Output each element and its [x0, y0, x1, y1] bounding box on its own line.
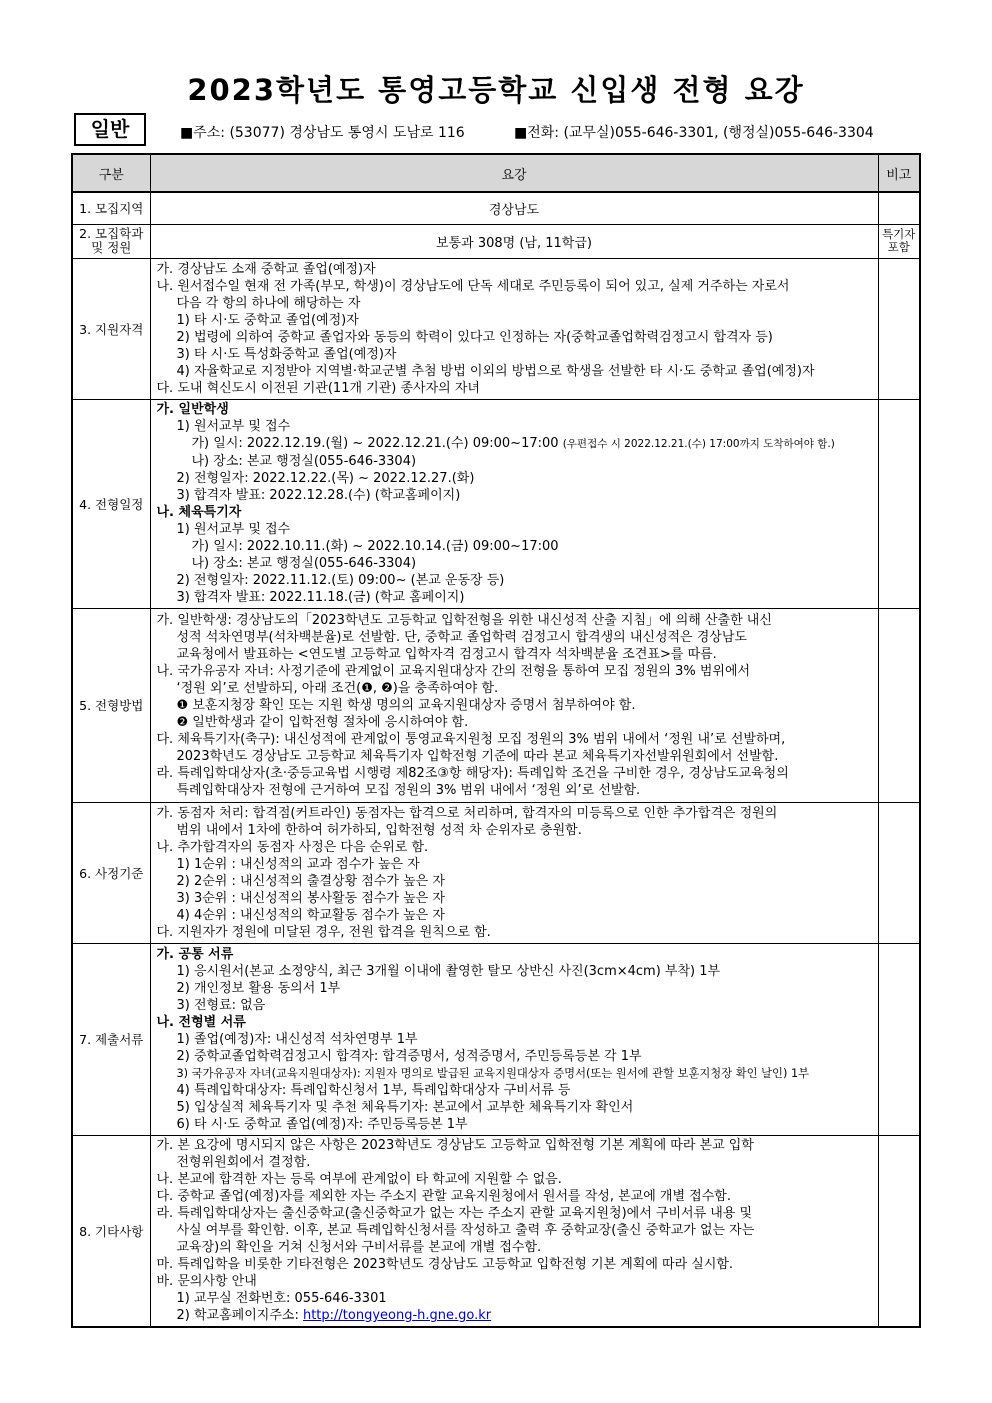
text-line: 2) 전형일자: 2022.11.12.(토) 09:00~ (본교 운동장 등): [176, 573, 505, 588]
row-label: 6. 사정기준: [72, 802, 150, 943]
category-tag: 일반: [74, 113, 146, 146]
text-line: 나. 원서접수일 현재 전 가족(부모, 학생)이 경상남도에 단독 세대로 주민등록이 되어 있고, 실제 거주하는 자로서: [156, 278, 790, 294]
table-row: [72, 943, 920, 1135]
text-line: 범위 내에서 1차에 한하여 허가하되, 입학전형 성적 차 순위자로 충원함.: [176, 822, 582, 838]
text-line: 다. 지원자가 정원에 미달된 경우, 전원 합격을 원칙으로 함.: [156, 924, 491, 940]
text-line: ❶ 보훈지청장 확인 또는 지원 학생 명의의 교육지원대상자 증명서 첨부하여야 함.: [176, 697, 636, 713]
row-note: [878, 192, 920, 224]
text-line: 라. 특례입학대상자는 출신중학교(출신중학교가 없는 자는 주소지 관할 교육지원청)에서 구비서류 내용 및: [156, 1206, 753, 1222]
header-note: 비고: [878, 154, 920, 192]
row-content: [150, 943, 878, 1135]
section-heading: 나. 전형별 서류: [156, 1014, 246, 1030]
row-note: [878, 608, 920, 802]
text-line: 3) 합격자 발표: 2022.11.18.(금) (학교 홈페이지): [176, 590, 465, 605]
text-line: 1) 원서교부 및 접수: [176, 522, 291, 537]
school-address: ■주소: (53077) 경상남도 통영시 도남로 116: [180, 125, 465, 141]
text-line: 라. 특례입학대상자(초·중등교육법 시행령 제82조③항 해당자): 특례입학 조건을 구비한 경우, 경상남도교육청의: [156, 765, 789, 781]
mail-note: (우편접수 시 2022.12.21.(수) 17:00까지 도착하여야 함.): [562, 438, 835, 450]
row-label: [72, 224, 150, 258]
header-summary: 요강: [150, 154, 878, 192]
text-line: 3) 국가유공자 자녀(교육지원대상자): 지원자 명의로 발급된 교육지원대상자 증명서(또는 원서에 관할 보훈지청장 확인 날인) 1부: [176, 1066, 810, 1080]
text-line: 가. 일반학생: 경상남도의「2023학년도 고등학교 입학전형을 위한 내신성적 산출 지침」에 의해 산출한 내신: [156, 612, 772, 628]
text-line: 전형위원회에서 결정함.: [176, 1155, 311, 1171]
text-line: 4) 자율학교로 지정받아 지역별·학교군별 추첨 방법 이외의 방법으로 학생을 선발한 타 시·도 중학교 졸업(예정)자: [176, 363, 815, 379]
row-content: [150, 608, 878, 802]
row-note: [878, 943, 920, 1135]
text-line: 4) 4순위 : 내신성적의 학교활동 점수가 높은 자: [176, 907, 445, 923]
text-line: 3) 합격자 발표: 2022.12.28.(수) (학교홈페이지): [176, 488, 461, 503]
row-content: 경상남도: [150, 192, 878, 224]
text-line: 2) 2순위 : 내신성적의 출결상황 점수가 높은 자: [176, 873, 445, 889]
school-phone: ■전화: (교무실)055-646-3301, (행정실)055-646-3304: [514, 125, 874, 141]
row-label-line: 2. 모집학과: [79, 226, 144, 241]
text-line: 가. 경상남도 소재 중학교 졸업(예정)자: [156, 261, 376, 277]
table-row: [72, 224, 920, 258]
text-line: 3) 전형료: 없음: [176, 997, 266, 1013]
text-line: 1) 응시원서(본교 소정양식, 최근 3개월 이내에 촬영한 탈모 상반신 사진(3cm×4cm) 부착) 1부: [176, 963, 721, 979]
text-line: ❷ 일반학생과 같이 입학전형 절차에 응시하여야 함.: [176, 714, 469, 730]
text-line: 가. 본 요강에 명시되지 않은 사항은 2023학년도 경상남도 고등학교 입학전형 기본 계획에 따라 본교 입학: [156, 1138, 754, 1154]
row-note: [878, 399, 920, 608]
text-line: 나) 장소: 본교 행정실(055-646-3304): [191, 454, 417, 469]
text-line: 다. 중학교 졸업(예정)자를 제외한 자는 주소지 관할 교육지원청에서 원서를 작성, 본교에 개별 접수함.: [156, 1189, 731, 1205]
row-label: 7. 제출서류: [72, 943, 150, 1135]
text-line: 다음 각 항의 하나에 해당하는 자: [176, 295, 361, 311]
row-label: 8. 기타사항: [72, 1135, 150, 1327]
row-label: 5. 전형방법: [72, 608, 150, 802]
table-row: [72, 258, 920, 399]
text-line: 성적 석차연명부(석차백분율)로 선발함. 단, 중학교 졸업학력 검정고시 합격생의 내신성적은 경상남도: [176, 629, 747, 645]
schedule-date: 가) 일시: 2022.12.19.(월) ~ 2022.12.21.(수) 09:00~17:00: [191, 436, 559, 451]
table-row: [72, 192, 920, 224]
text-line: 특례입학대상자 전형에 근거하여 모집 정원의 3% 범위 내에서 ‘정원 외’로 선발함.: [176, 782, 641, 798]
row-note: [878, 224, 920, 258]
text-line: 2) 법령에 의하여 중학교 졸업자와 동등의 학력이 있다고 인정하는 자(중학교졸업학력검정고시 합격자 등): [176, 329, 773, 345]
text-line: 1) 교무실 전화번호: 055-646-3301: [176, 1291, 387, 1307]
row-label: 4. 전형일정: [72, 399, 150, 608]
row-note: [878, 802, 920, 943]
row-note: [878, 258, 920, 399]
homepage-link[interactable]: http://tongyeong-h.gne.go.kr: [302, 1308, 492, 1324]
section-heading: 가. 공통 서류: [156, 946, 234, 962]
text-line: 교육청에서 발표하는 <연도별 고등학교 입학자격 검정고시 합격자 석차백분율 조견표>를 따름.: [176, 646, 717, 662]
admission-table: [71, 153, 921, 1328]
page-title: 2023학년도 통영고등학교 신입생 전형 요강: [187, 73, 805, 107]
section-heading: 가. 일반학생: [156, 402, 229, 417]
row-content: 보통과 308명 (남, 11학급): [150, 224, 878, 258]
table-header-row: [72, 154, 920, 192]
row-label: 3. 지원자격: [72, 258, 150, 399]
text-line: 가. 동점자 처리: 합격점(커트라인) 동점자는 합격으로 처리하며, 합격자의 미등록으로 인한 추가합격은 정원의: [156, 805, 778, 821]
text-line: 4) 특례입학대상자: 특례입학신청서 1부, 특례입학대상자 구비서류 등: [176, 1082, 571, 1098]
row-note: [878, 1135, 920, 1327]
section-heading: 나. 체육특기자: [156, 505, 242, 520]
text-line: 사실 여부를 확인함. 이후, 본교 특례입학신청서를 작성하고 출력 후 중학교장(출신 중학교가 없는 자는: [176, 1223, 755, 1239]
table-row: [72, 608, 920, 802]
text-line: 3) 타 시·도 특성화중학교 졸업(예정)자: [176, 346, 397, 362]
text-line: 1) 1순위 : 내신성적의 교과 점수가 높은 자: [176, 856, 420, 872]
text-line: 2023학년도 경상남도 고등학교 체육특기자 입학전형 기준에 따라 본교 체육특기자선발위원회에서 선발함.: [176, 748, 779, 764]
text-line: 1) 타 시·도 중학교 졸업(예정)자: [176, 312, 359, 328]
text-line: 1) 원서교부 및 접수: [176, 419, 291, 434]
text-line: 나. 추가합격자의 동점자 사정은 다음 순위로 함.: [156, 839, 429, 855]
row-content: [150, 258, 878, 399]
note-line: 포함: [887, 240, 910, 254]
text-line: 마. 특례입학을 비롯한 기타전형은 2023학년도 경상남도 고등학교 입학전형 기본 계획에 따라 실시함.: [156, 1257, 734, 1273]
text-line: 2) 중학교졸업학력검정고시 합격자: 합격증명서, 성적증명서, 주민등록등본 각 1부: [176, 1048, 642, 1064]
row-content: [150, 802, 878, 943]
text-line: 다. 도내 혁신도시 이전된 기관(11개 기관) 종사자의 자녀: [156, 380, 480, 396]
row-content: [150, 1135, 878, 1327]
text-line: 나. 국가유공자 자녀: 사정기준에 관계없이 교육지원대상자 간의 전형을 통하여 모집 정원의 3% 범위에서: [156, 663, 751, 679]
homepage-label: 2) 학교홈페이지주소:: [176, 1308, 299, 1324]
note-line: 특기자: [882, 227, 916, 241]
row-label-line: 및 정원: [91, 240, 132, 255]
text-line: 가) 일시: 2022.10.11.(화) ~ 2022.10.14.(금) 09:00~17:00: [191, 539, 559, 554]
text-line: ‘정원 외’로 선발하되, 아래 조건(❶, ❷)을 충족하여야 함.: [176, 680, 499, 696]
row-label: 1. 모집지역: [72, 192, 150, 224]
text-line: 1) 졸업(예정)자: 내신성적 석차연명부 1부: [176, 1031, 418, 1047]
text-line: 바. 문의사항 안내: [156, 1274, 257, 1290]
row-content: [150, 399, 878, 608]
header-category: 구분: [72, 154, 150, 192]
text-line: 나) 장소: 본교 행정실(055-646-3304): [191, 556, 417, 571]
table-row: [72, 399, 920, 608]
text-line: 교육장)의 확인을 거쳐 신청서와 구비서류를 본교에 개별 접수함.: [176, 1240, 542, 1256]
text-line: 나. 본교에 합격한 자는 등록 여부에 관계없이 타 학교에 지원할 수 없음.: [156, 1172, 562, 1188]
text-line: 5) 입상실적 체육특기자 및 추천 체육특기자: 본교에서 교부한 체육특기자 확인서: [176, 1099, 634, 1115]
table-row: [72, 1135, 920, 1327]
text-line: 2) 전형일자: 2022.12.22.(목) ~ 2022.12.27.(화): [176, 471, 475, 486]
text-line: 3) 3순위 : 내신성적의 봉사활동 점수가 높은 자: [176, 890, 445, 906]
text-line: 다. 체육특기자(축구): 내신성적에 관계없이 통영교육지원청 모집 정원의 3% 범위 내에서 ‘정원 내’로 선발하며,: [156, 731, 786, 747]
table-row: [72, 802, 920, 943]
text-line: [157, 1307, 872, 1324]
text-line: 6) 타 시·도 중학교 졸업(예정)자: 주민등록등본 1부: [176, 1116, 468, 1132]
text-line: 2) 개인정보 활용 동의서 1부: [176, 980, 341, 996]
text-line: [157, 435, 872, 453]
